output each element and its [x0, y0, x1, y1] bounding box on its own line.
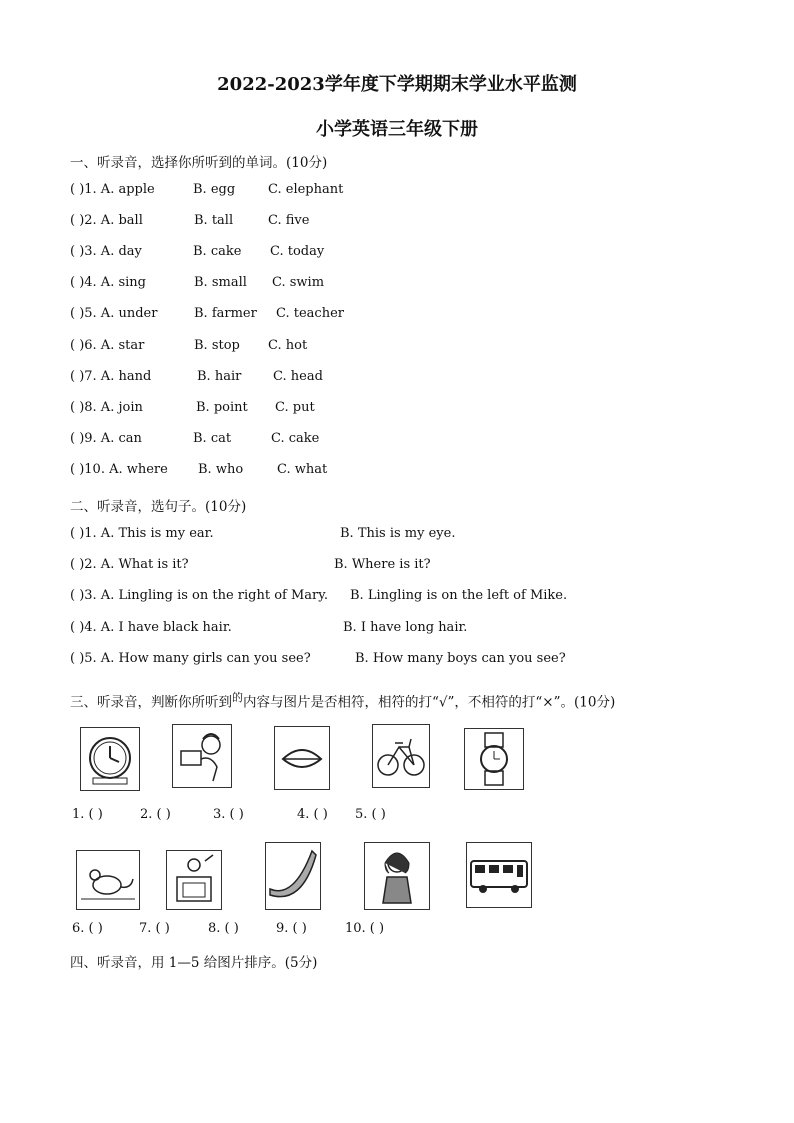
s2-option-b: B. Lingling is on the left of Mike. — [350, 588, 568, 604]
s1-option-b: B. who — [198, 461, 244, 477]
watch-icon — [464, 728, 524, 790]
clock-icon — [80, 727, 140, 791]
s1-option-a: ( )6. A. star — [70, 337, 145, 353]
s1-option-c: C. put — [275, 399, 315, 415]
woman-icon — [364, 842, 430, 910]
s1-option-b: B. cat — [193, 430, 232, 446]
desk-icon — [166, 850, 222, 910]
s1-option-b: B. tall — [194, 213, 234, 229]
section3-title — [70, 689, 615, 711]
s1-option-a: ( )2. A. ball — [70, 213, 143, 229]
picture-answer-blank[interactable]: 8. ( ) — [208, 921, 239, 936]
picture-answer-blank[interactable]: 2. ( ) — [140, 807, 171, 822]
s1-option-c: C. what — [277, 461, 328, 477]
s1-option-a: ( )3. A. day — [70, 244, 142, 260]
section2-title: 二、听录音，选句子。(10分) — [70, 499, 247, 515]
picture-answer-blank[interactable]: 6. ( ) — [72, 921, 103, 936]
s1-option-a: ( )8. A. join — [70, 399, 143, 415]
picture-answer-blank[interactable]: 7. ( ) — [139, 921, 170, 936]
s2-option-b: B. How many boys can you see? — [355, 650, 566, 666]
s2-option-a: ( )2. A. What is it? — [70, 557, 189, 573]
s1-option-b: B. hair — [197, 368, 242, 384]
lips-icon — [274, 726, 330, 790]
section3-title-sup: 的 — [232, 691, 243, 704]
s2-option-a: ( )1. A. This is my ear. — [70, 526, 214, 541]
s1-option-c: C. elephant — [268, 182, 344, 197]
page-title: 2022-2023学年度下学期期末学业水平监测 — [217, 74, 577, 95]
s1-option-c: C. teacher — [276, 306, 344, 322]
section3-title-part1: 三、听录音，判断你所听到 — [70, 694, 232, 711]
s1-option-b: B. small — [194, 275, 247, 291]
s1-option-b: B. stop — [194, 337, 240, 353]
s1-option-b: B. cake — [193, 244, 242, 260]
s1-option-c: C. cake — [271, 430, 320, 446]
section4-title: 四、听录音，用 1—5 给图片排序。(5分) — [70, 955, 318, 971]
s1-option-c: C. today — [270, 244, 325, 260]
s1-option-c: C. hot — [268, 337, 308, 353]
s1-option-b: B. farmer — [194, 306, 257, 322]
picture-answer-blank[interactable]: 4. ( ) — [297, 807, 328, 822]
s1-option-a: ( )4. A. sing — [70, 275, 146, 291]
picture-answer-blank[interactable]: 3. ( ) — [213, 807, 244, 822]
picture-answer-blank[interactable]: 10. ( ) — [345, 921, 385, 936]
s1-option-a: ( )5. A. under — [70, 306, 158, 322]
s1-option-c: C. swim — [272, 275, 325, 291]
banana-icon — [265, 842, 321, 910]
picture-answer-blank[interactable]: 9. ( ) — [276, 921, 307, 936]
s1-option-a: ( )9. A. can — [70, 430, 142, 446]
s1-option-b: B. egg — [193, 182, 236, 197]
s2-option-a: ( )5. A. How many girls can you see? — [70, 650, 311, 666]
girl-reading-icon — [172, 724, 232, 788]
picture-answer-blank[interactable]: 5. ( ) — [355, 807, 386, 822]
s1-option-c: C. five — [268, 213, 310, 229]
picture-answer-blank[interactable]: 1. ( ) — [72, 807, 103, 822]
s1-option-c: C. head — [273, 368, 323, 384]
section1-title: 一、听录音，选择你所听到的单词。(10分) — [70, 155, 328, 171]
s1-option-a: ( )10. A. where — [70, 461, 168, 477]
s2-option-a: ( )4. A. I have black hair. — [70, 619, 232, 635]
s2-option-b: B. Where is it? — [334, 557, 431, 573]
s2-option-b: B. I have long hair. — [343, 619, 468, 635]
mouse-icon — [76, 850, 140, 910]
page-subtitle: 小学英语三年级下册 — [316, 119, 478, 140]
section3-title-part2: 内容与图片是否相符，相符的打“√”，不相符的打“×”。(10分) — [243, 694, 616, 711]
bicycle-icon — [372, 724, 430, 788]
s1-option-a: ( )1. A. apple — [70, 182, 155, 197]
s2-option-a: ( )3. A. Lingling is on the right of Mary. — [70, 588, 329, 604]
s1-option-b: B. point — [196, 399, 248, 415]
bus-icon — [466, 842, 532, 908]
s1-option-a: ( )7. A. hand — [70, 368, 152, 384]
s2-option-b: B. This is my eye. — [340, 526, 456, 541]
